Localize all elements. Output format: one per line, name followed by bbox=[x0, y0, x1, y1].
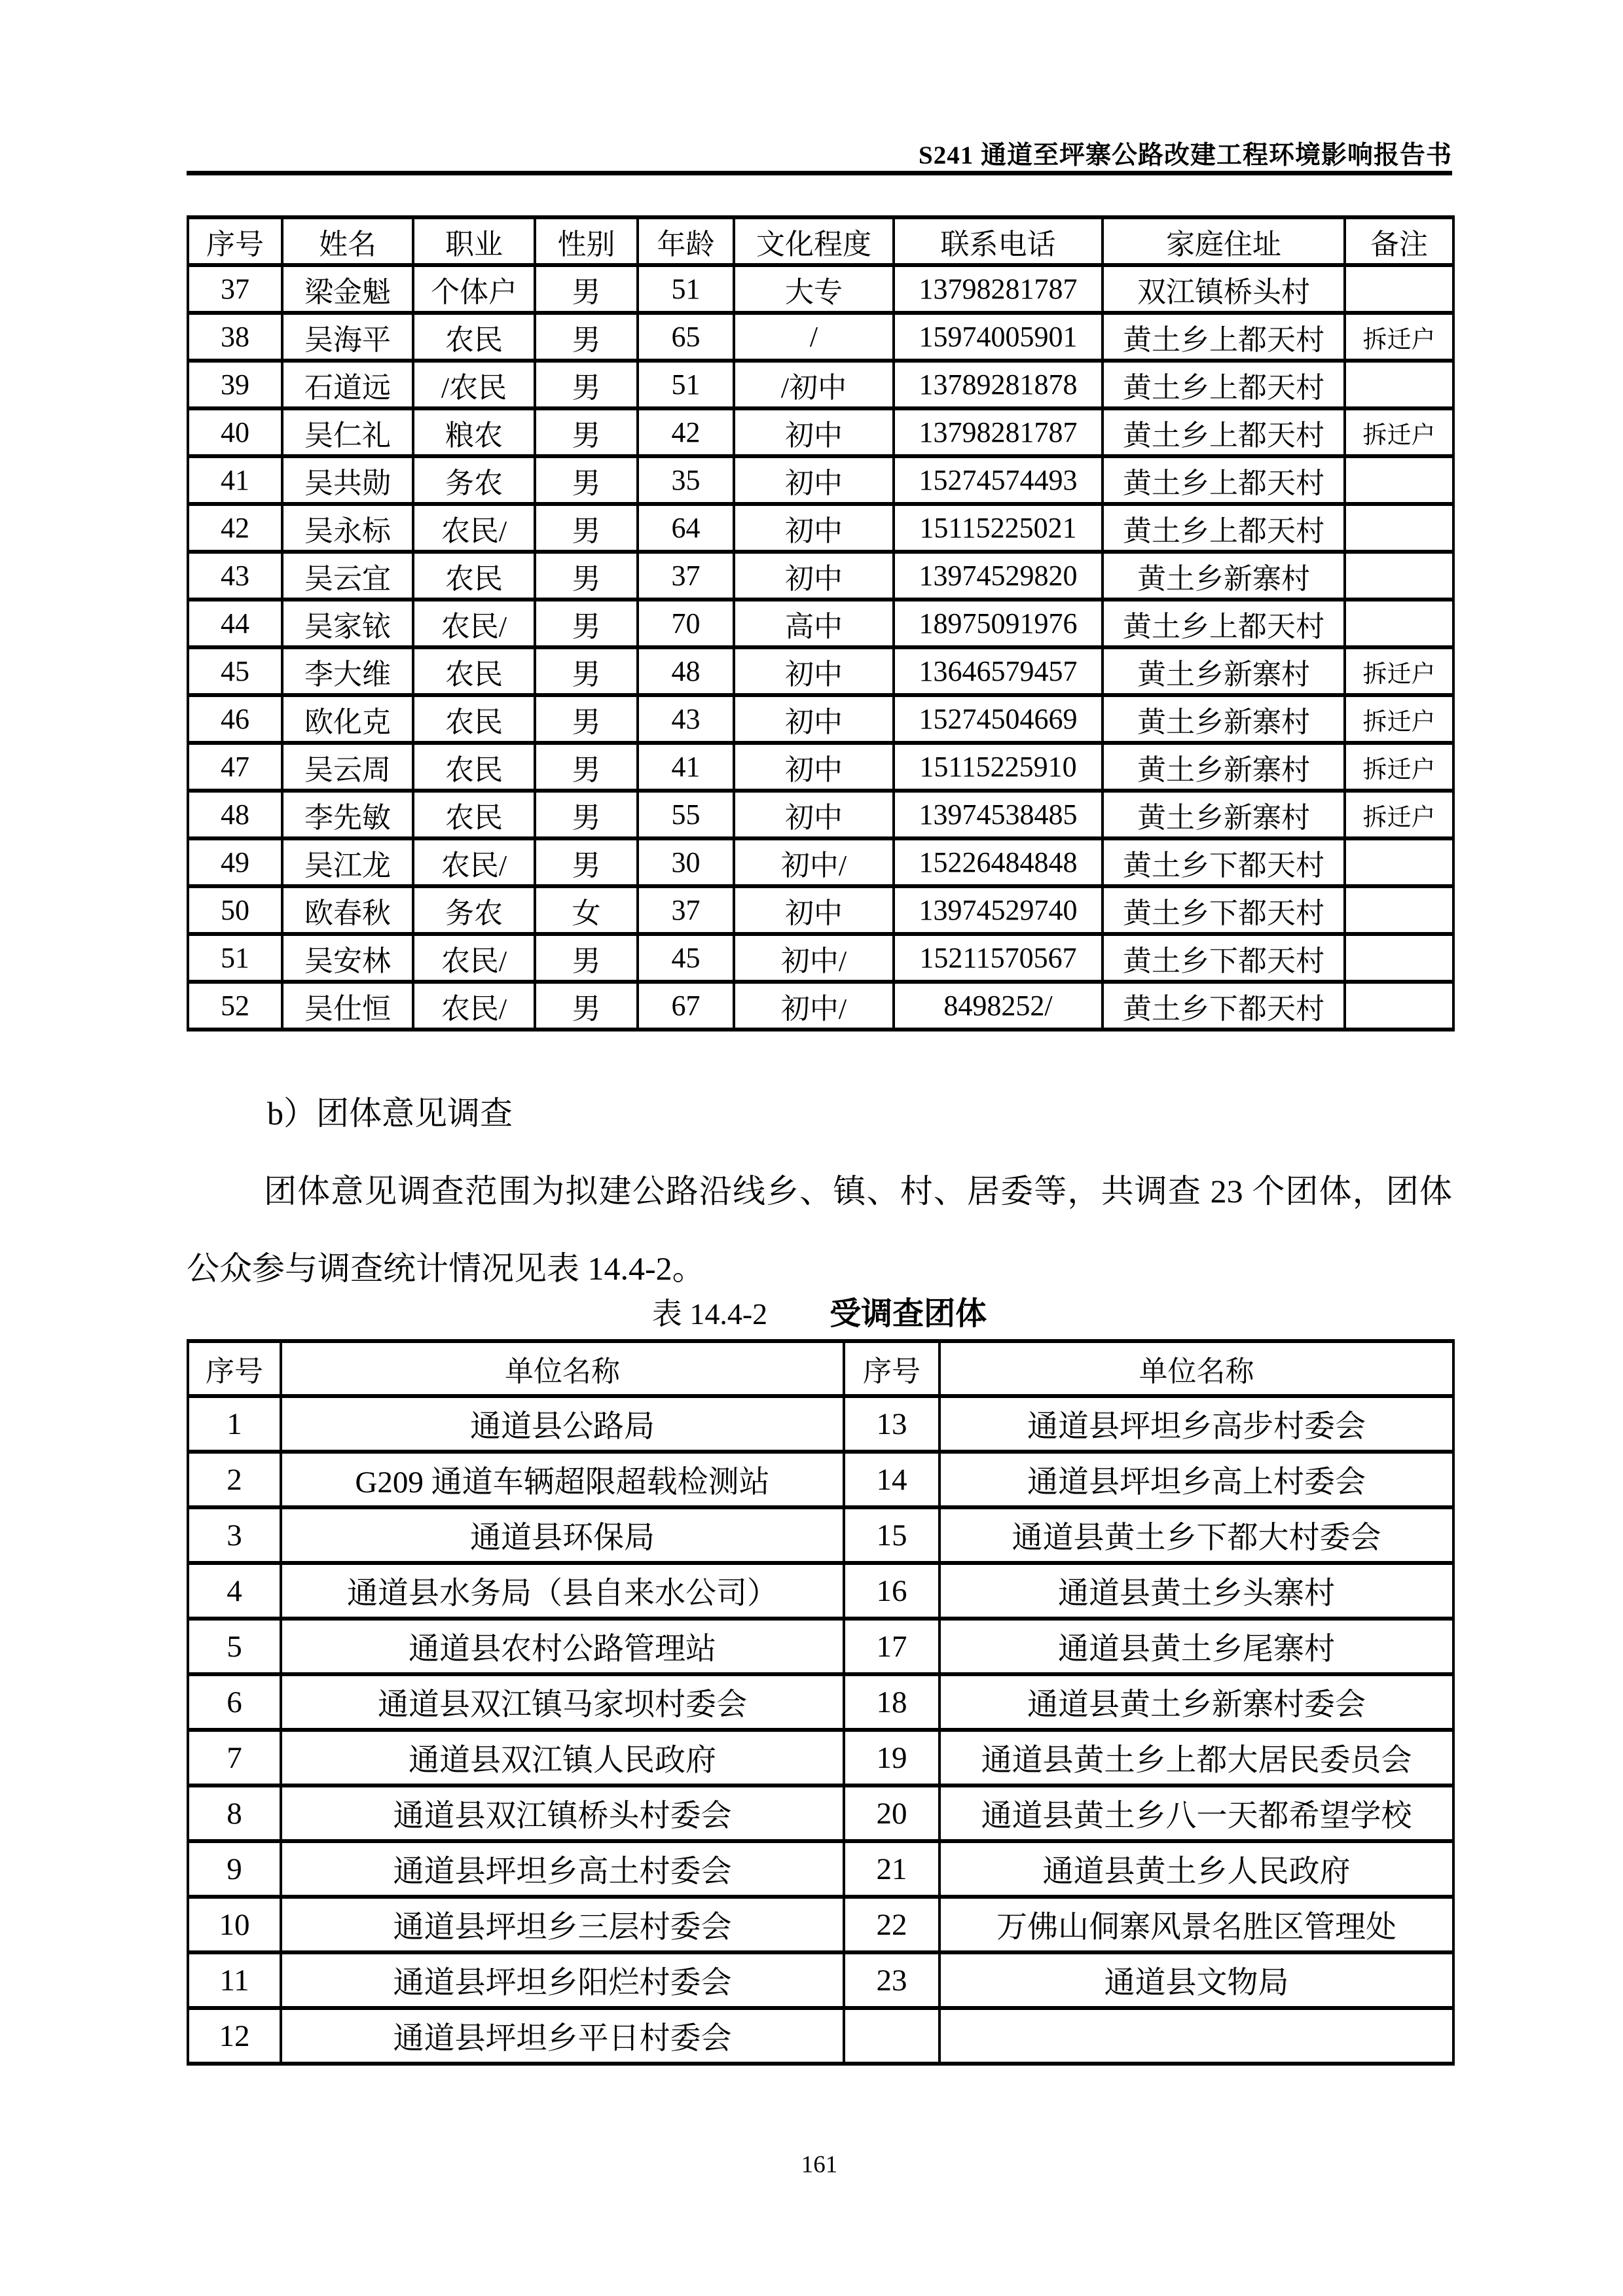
table-cell: 37 bbox=[638, 886, 734, 934]
table-cell: 欧春秋 bbox=[282, 886, 413, 934]
table-cell: 通道县文物局 bbox=[939, 1952, 1453, 2008]
table-row bbox=[188, 1396, 1453, 1452]
table-cell: 15274574493 bbox=[894, 456, 1103, 504]
table-cell: 男 bbox=[535, 552, 638, 600]
table-cell: 15974005901 bbox=[894, 313, 1103, 361]
column-header: 性别 bbox=[535, 217, 638, 265]
table-cell: 拆迁户 bbox=[1345, 791, 1453, 838]
table-row bbox=[188, 838, 1453, 886]
table-cell bbox=[1345, 600, 1453, 647]
table-row bbox=[188, 504, 1453, 552]
table-cell: 初中 bbox=[734, 456, 894, 504]
table-cell bbox=[1345, 504, 1453, 552]
table-cell: 男 bbox=[535, 982, 638, 1030]
table-cell: 拆迁户 bbox=[1345, 743, 1453, 791]
table-cell: 双江镇桥头村 bbox=[1103, 265, 1345, 313]
table-cell: 14 bbox=[844, 1452, 939, 1507]
table-cell: 48 bbox=[188, 791, 282, 838]
table-cell: 2 bbox=[188, 1452, 281, 1507]
table-caption bbox=[187, 1288, 1452, 1333]
table-cell: 通道县坪坦乡平日村委会 bbox=[281, 2008, 844, 2064]
table-cell: 男 bbox=[535, 791, 638, 838]
table-cell: 15115225910 bbox=[894, 743, 1103, 791]
table-cell: 通道县公路局 bbox=[281, 1396, 844, 1452]
header-rule bbox=[187, 171, 1452, 175]
table-cell: 41 bbox=[188, 456, 282, 504]
table-cell: 51 bbox=[638, 361, 734, 408]
table-row bbox=[188, 1897, 1453, 1952]
table-row bbox=[188, 886, 1453, 934]
table-cell: 通道县双江镇人民政府 bbox=[281, 1730, 844, 1785]
table-cell: 8 bbox=[188, 1785, 281, 1841]
table-cell: 通道县农村公路管理站 bbox=[281, 1619, 844, 1674]
table-cell bbox=[1345, 838, 1453, 886]
table-cell: 农民/ bbox=[413, 838, 535, 886]
table-cell: 吴云周 bbox=[282, 743, 413, 791]
table-cell: 黄土乡上都天村 bbox=[1103, 600, 1345, 647]
table-cell: 吴共勋 bbox=[282, 456, 413, 504]
table-cell: 通道县黄土乡新寨村委会 bbox=[939, 1674, 1453, 1730]
table-cell: 70 bbox=[638, 600, 734, 647]
table-cell: 35 bbox=[638, 456, 734, 504]
table-cell: 初中 bbox=[734, 791, 894, 838]
table-cell: 务农 bbox=[413, 456, 535, 504]
table-header-row bbox=[188, 217, 1453, 265]
table-cell: 男 bbox=[535, 695, 638, 743]
table-cell bbox=[1345, 886, 1453, 934]
table-cell: 通道县坪坦乡高步村委会 bbox=[939, 1396, 1453, 1452]
table-cell: 个体户 bbox=[413, 265, 535, 313]
table-cell: 农民/ bbox=[413, 600, 535, 647]
table-cell: 初中/ bbox=[734, 934, 894, 982]
table-row bbox=[188, 1563, 1453, 1619]
table-cell bbox=[1345, 552, 1453, 600]
table-cell: 通道县水务局（县自来水公司） bbox=[281, 1563, 844, 1619]
column-header: 家庭住址 bbox=[1103, 217, 1345, 265]
table-cell: 22 bbox=[844, 1897, 939, 1952]
table-cell: 黄土乡新寨村 bbox=[1103, 791, 1345, 838]
table-cell: 18 bbox=[844, 1674, 939, 1730]
table-cell: 15 bbox=[844, 1507, 939, 1563]
table-cell: 吴家铱 bbox=[282, 600, 413, 647]
table-cell: 拆迁户 bbox=[1345, 695, 1453, 743]
table-cell: 40 bbox=[188, 408, 282, 456]
table-cell: 欧化克 bbox=[282, 695, 413, 743]
table-cell: 52 bbox=[188, 982, 282, 1030]
table-cell: 13798281787 bbox=[894, 408, 1103, 456]
table-cell: 51 bbox=[638, 265, 734, 313]
table-cell: 初中 bbox=[734, 695, 894, 743]
surveyed-organizations-table bbox=[187, 1339, 1455, 2066]
table-row bbox=[188, 2008, 1453, 2064]
table-cell: 通道县黄土乡人民政府 bbox=[939, 1841, 1453, 1897]
table-row bbox=[188, 313, 1453, 361]
table-cell: 50 bbox=[188, 886, 282, 934]
table-cell: 13789281878 bbox=[894, 361, 1103, 408]
body-paragraph: 团体意见调查范围为拟建公路沿线乡、镇、村、居委等，共调查 23 个团体，团体公众参与调查统计情况见表 14.4-2。 bbox=[187, 1173, 1452, 1287]
table-cell: 43 bbox=[188, 552, 282, 600]
table-cell: 男 bbox=[535, 265, 638, 313]
table-caption-title: 受调查团体 bbox=[830, 1297, 987, 1331]
table-cell: 黄土乡新寨村 bbox=[1103, 647, 1345, 695]
table-cell: 初中/ bbox=[734, 838, 894, 886]
table-cell: 通道县坪坦乡高土村委会 bbox=[281, 1841, 844, 1897]
table-cell: 43 bbox=[638, 695, 734, 743]
table-cell: 通道县双江镇马家坝村委会 bbox=[281, 1674, 844, 1730]
table-row bbox=[188, 743, 1453, 791]
table-cell: 农民/ bbox=[413, 934, 535, 982]
table-cell: 64 bbox=[638, 504, 734, 552]
table-cell: 黄土乡上都天村 bbox=[1103, 456, 1345, 504]
table-cell: 4 bbox=[188, 1563, 281, 1619]
table-cell: 15211570567 bbox=[894, 934, 1103, 982]
table-caption-label: 表 14.4-2 bbox=[651, 1297, 768, 1331]
table-cell: 初中 bbox=[734, 743, 894, 791]
table-cell: 农民/ bbox=[413, 504, 535, 552]
table-row bbox=[188, 1785, 1453, 1841]
table-cell bbox=[1345, 982, 1453, 1030]
table-cell: 23 bbox=[844, 1952, 939, 2008]
table-cell: 吴仕恒 bbox=[282, 982, 413, 1030]
table-cell bbox=[844, 2008, 939, 2064]
table-cell: 15274504669 bbox=[894, 695, 1103, 743]
table-cell: 吴云宜 bbox=[282, 552, 413, 600]
table-cell: 农民/ bbox=[413, 982, 535, 1030]
column-header: 姓名 bbox=[282, 217, 413, 265]
table-cell: 3 bbox=[188, 1507, 281, 1563]
table-cell: 13974529820 bbox=[894, 552, 1103, 600]
table-cell bbox=[1345, 456, 1453, 504]
table-cell: 12 bbox=[188, 2008, 281, 2064]
table-cell: 37 bbox=[638, 552, 734, 600]
table-cell: 初中 bbox=[734, 552, 894, 600]
table-cell: 吴永标 bbox=[282, 504, 413, 552]
table-cell: 41 bbox=[638, 743, 734, 791]
page-header-title: S241 通道至坪寨公路改建工程环境影响报告书 bbox=[919, 141, 1452, 170]
table-cell: 21 bbox=[844, 1841, 939, 1897]
table-cell: 黄土乡下都天村 bbox=[1103, 886, 1345, 934]
table-cell: 吴江龙 bbox=[282, 838, 413, 886]
table-cell: 17 bbox=[844, 1619, 939, 1674]
table-cell: 石道远 bbox=[282, 361, 413, 408]
column-header: 序号 bbox=[188, 217, 282, 265]
table-cell: 39 bbox=[188, 361, 282, 408]
table-row bbox=[188, 791, 1453, 838]
table-cell: 13974538485 bbox=[894, 791, 1103, 838]
column-header: 序号 bbox=[844, 1341, 939, 1396]
table-cell: 男 bbox=[535, 838, 638, 886]
table-cell: 1 bbox=[188, 1396, 281, 1452]
table-cell: 粮农 bbox=[413, 408, 535, 456]
table-cell: /农民 bbox=[413, 361, 535, 408]
table-cell: 65 bbox=[638, 313, 734, 361]
table-row bbox=[188, 1452, 1453, 1507]
table-cell: 13 bbox=[844, 1396, 939, 1452]
table-cell: 42 bbox=[188, 504, 282, 552]
table-row bbox=[188, 647, 1453, 695]
table-cell: 拆迁户 bbox=[1345, 408, 1453, 456]
table-cell: 农民 bbox=[413, 743, 535, 791]
table-cell: 通道县黄土乡尾寨村 bbox=[939, 1619, 1453, 1674]
table-cell: 37 bbox=[188, 265, 282, 313]
table-cell: 初中 bbox=[734, 647, 894, 695]
table-header-row bbox=[188, 1341, 1453, 1396]
column-header: 年龄 bbox=[638, 217, 734, 265]
page-number: 161 bbox=[801, 2151, 838, 2178]
table-cell: 7 bbox=[188, 1730, 281, 1785]
table-cell bbox=[1345, 265, 1453, 313]
column-header: 单位名称 bbox=[281, 1341, 844, 1396]
table-cell: 吴仁礼 bbox=[282, 408, 413, 456]
table-cell: 11 bbox=[188, 1952, 281, 2008]
table-cell: 18975091976 bbox=[894, 600, 1103, 647]
table-cell: 55 bbox=[638, 791, 734, 838]
table-cell: 38 bbox=[188, 313, 282, 361]
table-cell: 16 bbox=[844, 1563, 939, 1619]
table-cell: 5 bbox=[188, 1619, 281, 1674]
table-row bbox=[188, 934, 1453, 982]
table-cell: 拆迁户 bbox=[1345, 313, 1453, 361]
column-header: 职业 bbox=[413, 217, 535, 265]
table-row bbox=[188, 1619, 1453, 1674]
table-row bbox=[188, 1507, 1453, 1563]
table-cell: / bbox=[734, 313, 894, 361]
table-cell: 男 bbox=[535, 313, 638, 361]
table-cell: 47 bbox=[188, 743, 282, 791]
table-cell: 李先敏 bbox=[282, 791, 413, 838]
table-row bbox=[188, 552, 1453, 600]
table-cell: 15115225021 bbox=[894, 504, 1103, 552]
table-cell: 通道县黄土乡八一天都希望学校 bbox=[939, 1785, 1453, 1841]
table-cell: 13798281787 bbox=[894, 265, 1103, 313]
table-row bbox=[188, 1841, 1453, 1897]
section-heading: b）团体意见调查 bbox=[267, 1095, 513, 1132]
table-cell: 初中 bbox=[734, 408, 894, 456]
table-cell: 19 bbox=[844, 1730, 939, 1785]
table-cell: 初中/ bbox=[734, 982, 894, 1030]
table-cell: 李大维 bbox=[282, 647, 413, 695]
table-cell: 农民 bbox=[413, 552, 535, 600]
table-cell: 初中 bbox=[734, 504, 894, 552]
table-row bbox=[188, 1952, 1453, 2008]
table-cell: 48 bbox=[638, 647, 734, 695]
table-cell: 30 bbox=[638, 838, 734, 886]
table-cell: 务农 bbox=[413, 886, 535, 934]
table-cell: 通道县坪坦乡阳烂村委会 bbox=[281, 1952, 844, 2008]
table-cell: 初中 bbox=[734, 886, 894, 934]
table-cell: 通道县双江镇桥头村委会 bbox=[281, 1785, 844, 1841]
table-cell: 黄土乡下都天村 bbox=[1103, 934, 1345, 982]
table-cell: 农民 bbox=[413, 791, 535, 838]
table-cell: 男 bbox=[535, 456, 638, 504]
table-row bbox=[188, 1730, 1453, 1785]
table-cell: 男 bbox=[535, 600, 638, 647]
table-row bbox=[188, 982, 1453, 1030]
table-cell: 农民 bbox=[413, 695, 535, 743]
table-cell: 通道县环保局 bbox=[281, 1507, 844, 1563]
table-cell: 男 bbox=[535, 504, 638, 552]
respondent-survey-table bbox=[187, 215, 1455, 1031]
table-cell: 通道县坪坦乡三层村委会 bbox=[281, 1897, 844, 1952]
column-header: 联系电话 bbox=[894, 217, 1103, 265]
table-cell: 42 bbox=[638, 408, 734, 456]
table-cell: 10 bbox=[188, 1897, 281, 1952]
table-cell: 黄土乡新寨村 bbox=[1103, 552, 1345, 600]
table-cell: 男 bbox=[535, 743, 638, 791]
table-cell: 6 bbox=[188, 1674, 281, 1730]
table-cell: 黄土乡上都天村 bbox=[1103, 361, 1345, 408]
table-cell: 49 bbox=[188, 838, 282, 886]
table-cell: /初中 bbox=[734, 361, 894, 408]
table-cell: 黄土乡新寨村 bbox=[1103, 695, 1345, 743]
table-cell: 男 bbox=[535, 934, 638, 982]
table-row bbox=[188, 600, 1453, 647]
table-cell: 9 bbox=[188, 1841, 281, 1897]
table-cell: 通道县黄土乡下都大村委会 bbox=[939, 1507, 1453, 1563]
column-header: 文化程度 bbox=[734, 217, 894, 265]
table-cell: 46 bbox=[188, 695, 282, 743]
table-cell: 51 bbox=[188, 934, 282, 982]
table-cell: 13646579457 bbox=[894, 647, 1103, 695]
table-cell: 女 bbox=[535, 886, 638, 934]
column-header: 备注 bbox=[1345, 217, 1453, 265]
table-cell: 8498252/ bbox=[894, 982, 1103, 1030]
table-cell: 20 bbox=[844, 1785, 939, 1841]
table-cell: 44 bbox=[188, 600, 282, 647]
table-cell bbox=[939, 2008, 1453, 2064]
table-cell: 高中 bbox=[734, 600, 894, 647]
table-cell: 13974529740 bbox=[894, 886, 1103, 934]
column-header: 单位名称 bbox=[939, 1341, 1453, 1396]
table-cell: 万佛山侗寨风景名胜区管理处 bbox=[939, 1897, 1453, 1952]
table-cell: 男 bbox=[535, 408, 638, 456]
table-row bbox=[188, 695, 1453, 743]
table-cell: 拆迁户 bbox=[1345, 647, 1453, 695]
table-cell: 男 bbox=[535, 361, 638, 408]
table-row bbox=[188, 265, 1453, 313]
table-cell: 吴安林 bbox=[282, 934, 413, 982]
table-cell: 吴海平 bbox=[282, 313, 413, 361]
table-cell: 黄土乡下都天村 bbox=[1103, 982, 1345, 1030]
table-cell: 男 bbox=[535, 647, 638, 695]
table-cell: 67 bbox=[638, 982, 734, 1030]
table-cell: 黄土乡新寨村 bbox=[1103, 743, 1345, 791]
table-cell: 通道县坪坦乡高上村委会 bbox=[939, 1452, 1453, 1507]
table-cell: 农民 bbox=[413, 647, 535, 695]
table-cell: 梁金魁 bbox=[282, 265, 413, 313]
table-cell: 15226484848 bbox=[894, 838, 1103, 886]
table-row bbox=[188, 1674, 1453, 1730]
table-cell: 45 bbox=[638, 934, 734, 982]
table-cell: 黄土乡上都天村 bbox=[1103, 313, 1345, 361]
table-cell: 大专 bbox=[734, 265, 894, 313]
table-row bbox=[188, 361, 1453, 408]
table-row bbox=[188, 408, 1453, 456]
column-header: 序号 bbox=[188, 1341, 281, 1396]
table-cell: 通道县黄土乡上都大居民委员会 bbox=[939, 1730, 1453, 1785]
table-cell: 农民 bbox=[413, 313, 535, 361]
table-cell: 45 bbox=[188, 647, 282, 695]
table-cell bbox=[1345, 361, 1453, 408]
table-cell: G209 通道车辆超限超载检测站 bbox=[281, 1452, 844, 1507]
table-cell: 黄土乡上都天村 bbox=[1103, 408, 1345, 456]
table-cell bbox=[1345, 934, 1453, 982]
table-cell: 黄土乡下都天村 bbox=[1103, 838, 1345, 886]
table-cell: 通道县黄土乡头寨村 bbox=[939, 1563, 1453, 1619]
table-row bbox=[188, 456, 1453, 504]
table-cell: 黄土乡上都天村 bbox=[1103, 504, 1345, 552]
